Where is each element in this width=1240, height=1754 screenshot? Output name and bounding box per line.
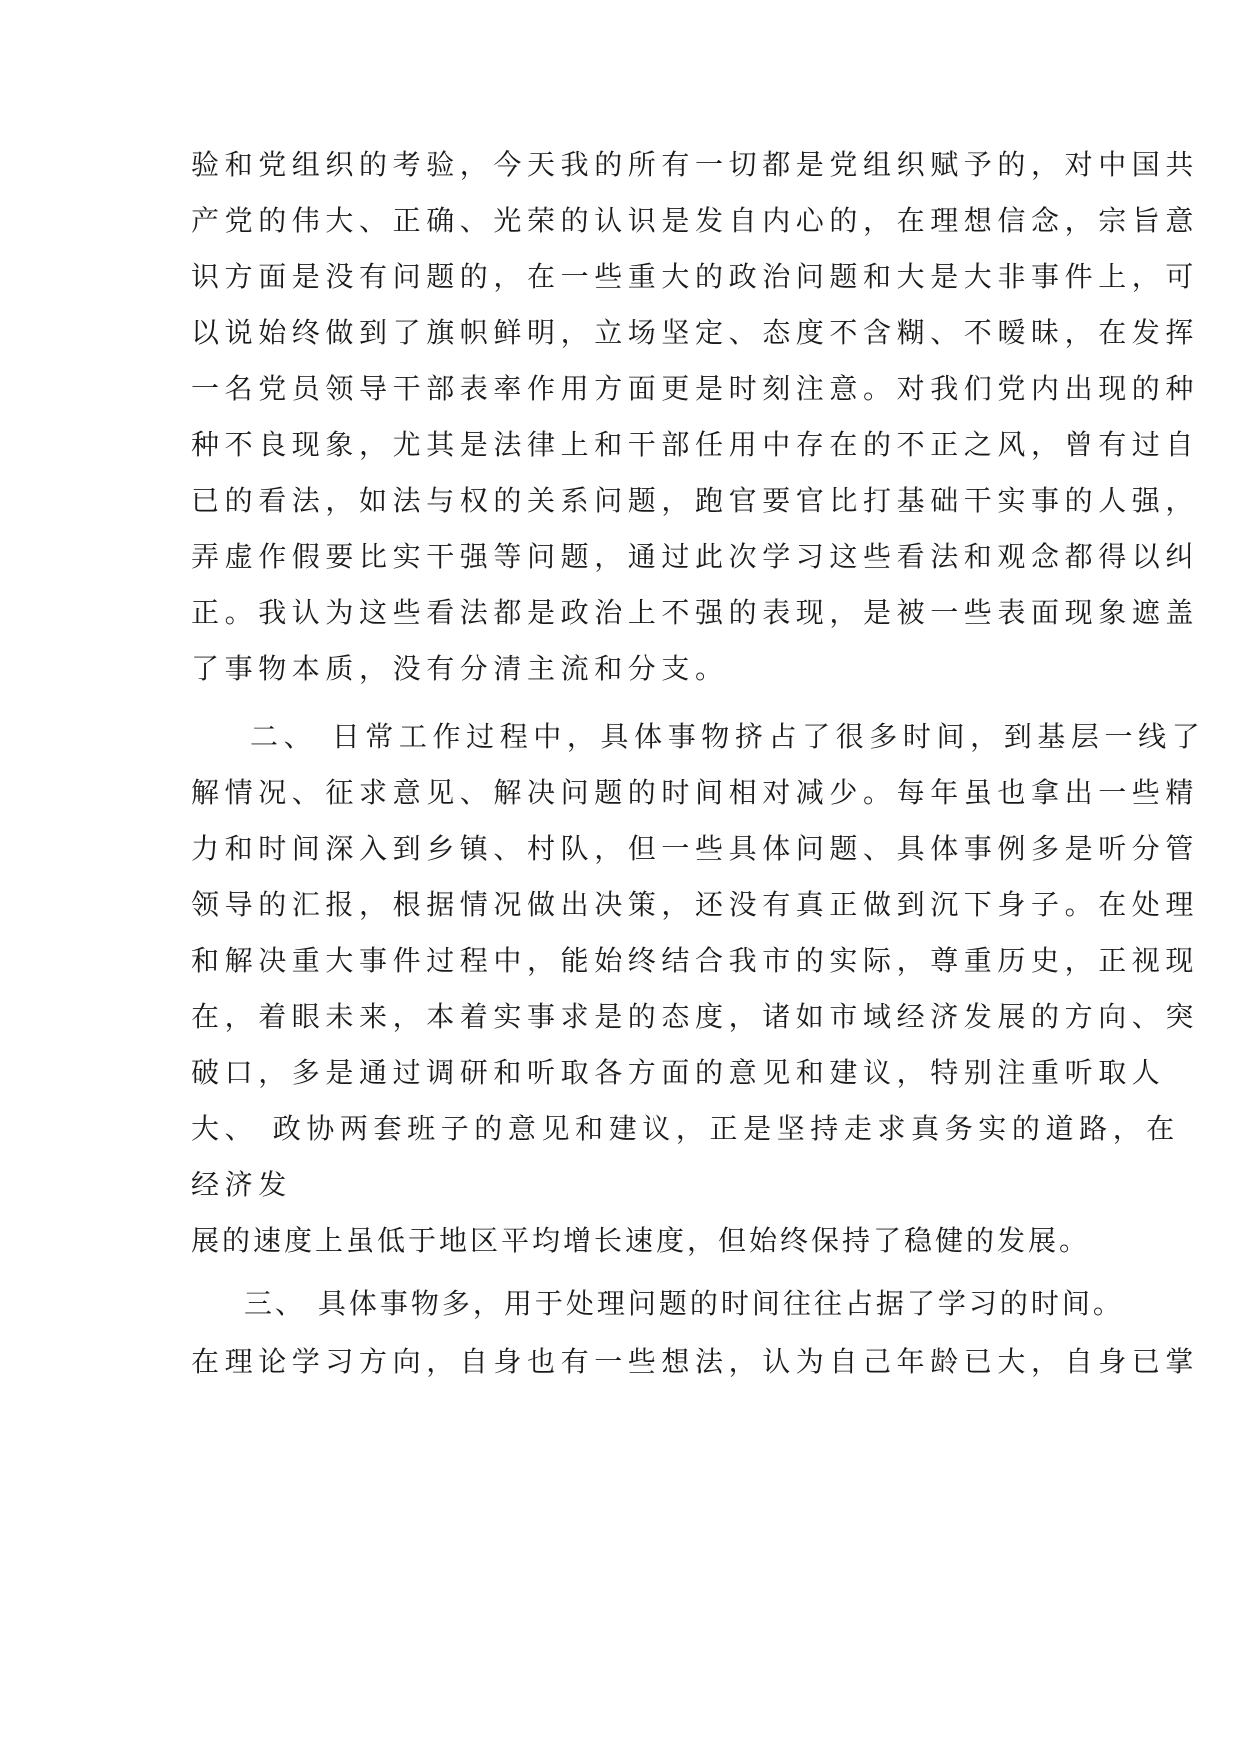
text-line: 了事物本质，没有分清主流和分支。 (191, 652, 729, 685)
text-line: 正。我认为这些看法都是政治上不强的表现，是被一些表面现象遮盖 (191, 596, 1200, 629)
text-line: 领导的汇报，根据情况做出决策，还没有真正做到沉下身子。在处理 (191, 888, 1200, 921)
text-line: 经济发 (191, 1168, 292, 1201)
text-line: 在，着眼未来，本着实事求是的态度，诸如市域经济发展的方向、突 (191, 1000, 1200, 1033)
text-line: 解情况、征求意见、解决问题的时间相对减少。每年虽也拿出一些精 (191, 776, 1200, 809)
text-line: 一名党员领导干部表率作用方面更是时刻注意。对我们党内出现的种 (191, 372, 1200, 405)
text-line: 识方面是没有问题的，在一些重大的政治问题和大是大非事件上，可 (191, 260, 1200, 293)
text-line: 弄虚作假要比实干强等问题，通过此次学习这些看法和观念都得以纠 (191, 540, 1200, 573)
text-line: 破口，多是通过调研和听取各方面的意见和建议，特别注重听取人 (191, 1056, 1166, 1089)
text-line: 力和时间深入到乡镇、村队，但一些具体问题、具体事例多是听分管 (191, 832, 1200, 865)
text-line: 已的看法，如法与权的关系问题，跑官要官比打基础干实事的人强， (191, 484, 1200, 517)
text-line: 在理论学习方向，自身也有一些想法，认为自己年龄已大，自身已掌 (191, 1345, 1200, 1378)
text-line: 产党的伟大、正确、光荣的认识是发自内心的，在理想信念，宗旨意 (191, 204, 1200, 237)
paragraph-start-line: 三、 具体事物多，用于处理问题的时间往往占据了学习的时间。 (244, 1287, 1124, 1320)
text-line: 和解决重大事件过程中，能始终结合我市的实际，尊重历史，正视现 (191, 944, 1200, 977)
text-line: 种不良现象，尤其是法律上和干部任用中存在的不正之风，曾有过自 (191, 428, 1200, 461)
text-line: 展的速度上虽低于地区平均增长速度，但始终保持了稳健的发展。 (191, 1224, 1091, 1257)
paragraph-start-line: 二、 日常工作过程中，具体事物挤占了很多时间，到基层一线了 (250, 720, 1206, 753)
text-line: 验和党组织的考验，今天我的所有一切都是党组织赋予的，对中国共 (191, 148, 1200, 181)
text-line: 大、 政协两套班子的意见和建议，正是坚持走求真务实的道路，在 (191, 1112, 1180, 1145)
text-line: 以说始终做到了旗帜鲜明，立场坚定、态度不含糊、不暧昧，在发挥 (191, 316, 1200, 349)
